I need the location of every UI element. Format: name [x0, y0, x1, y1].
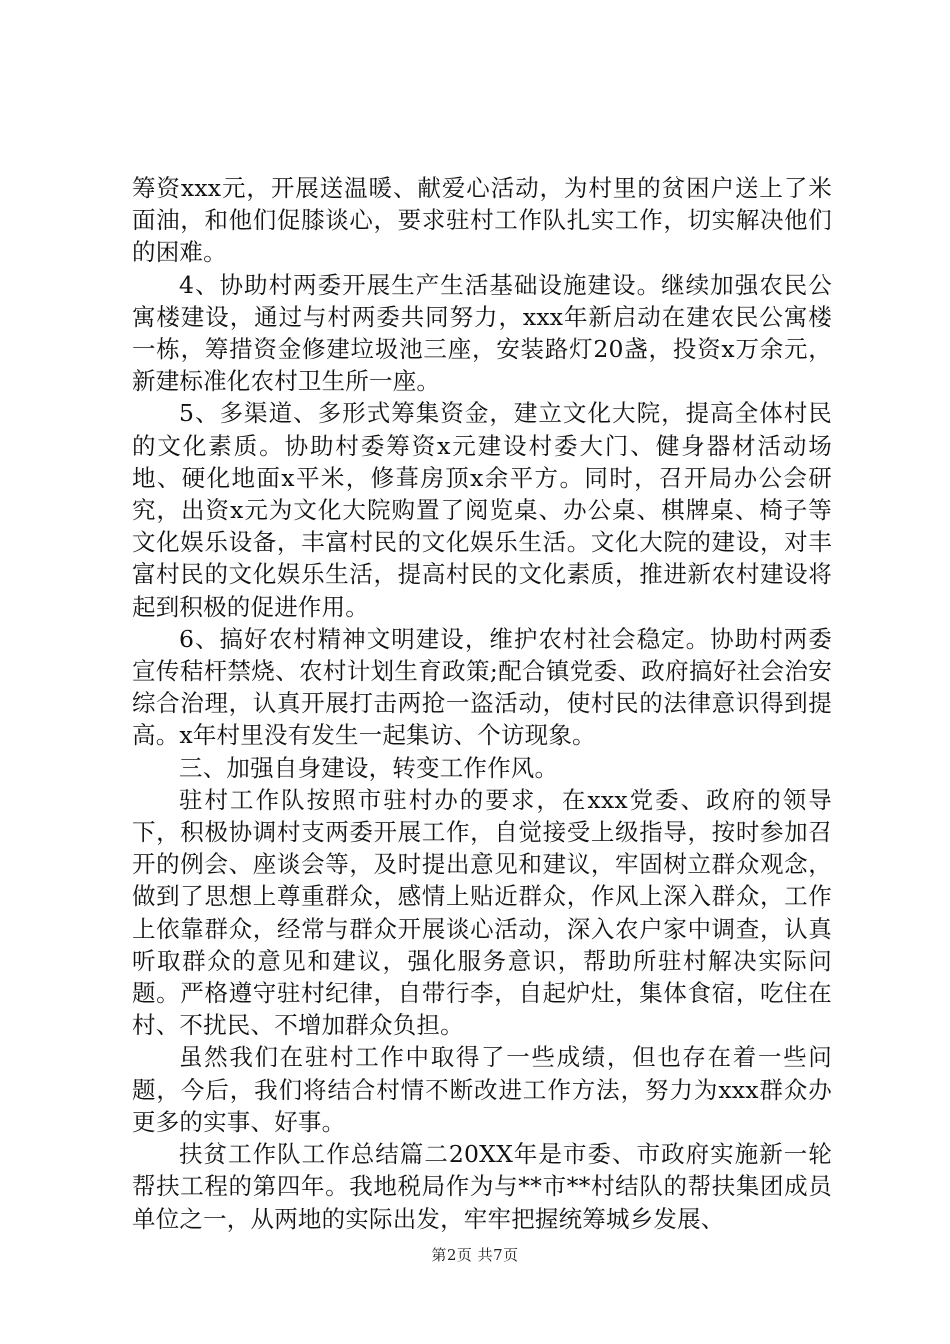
- paragraph-part-two: 扶贫工作队工作总结篇二20XX年是市委、市政府实施新一轮帮扶工程的第四年。我地税局作为与**市**村结队的帮扶集团成员单位之一，从两地的实际出发，牢牢把握统筹城乡发展、: [132, 1140, 832, 1233]
- document-body: [132, 172, 832, 1235]
- page-number-footer: 第2页 共7页: [431, 1246, 519, 1264]
- paragraph-item-5: 5、多渠道、多形式筹集资金，建立文化大院，提高全体村民的文化素质。协助村委筹资x元建设村委大门、健身器材活动场地、硬化地面x平米，修葺房顶x余平方。同时，召开局办公会研究，出资x元为文化大院购置了阅览桌、办公桌、棋牌桌、椅子等文化娱乐设备，丰富村民的文化娱乐生活。文化大院的建设，对丰富村民的文化娱乐生活，提高村民的文化素质，推进新农村建设将起到积极的促进作用。: [132, 399, 832, 621]
- paragraph-continuation: 筹资xxx元，开展送温暖、献爱心活动，为村里的贫困户送上了米面油，和他们促膝谈心，要求驻村工作队扎实工作，切实解决他们的困难。: [132, 174, 832, 267]
- section-heading-3: 三、加强自身建设，转变工作作风。: [179, 753, 559, 782]
- paragraph-conclusion: 虽然我们在驻村工作中取得了一些成绩，但也存在着一些问题，今后，我们将结合村情不断改进工作方法，努力为xxx群众办更多的实事、好事。: [132, 1043, 832, 1136]
- paragraph-self-building: 驻村工作队按照市驻村办的要求，在xxx党委、政府的领导下，积极协调村支两委开展工作，自觉接受上级指导，按时参加召开的例会、座谈会等，及时提出意见和建议，牢固树立群众观念，做到了思想上尊重群众，感情上贴近群众，作风上深入群众，工作上依靠群众，经常与群众开展谈心活动，深入农户家中调查，认真听取群众的意见和建议，强化服务意识，帮助所驻村解决实际问题。严格遵守驻村纪律，自带行李，自起炉灶，集体食宿，吃住在村、不扰民、不增加群众负担。: [132, 785, 832, 1040]
- paragraph-item-6: 6、搞好农村精神文明建设，维护农村社会稳定。协助村两委宣传秸杆禁烧、农村计划生育政策;配合镇党委、政府搞好社会治安综合治理，认真开展打击两抢一盗活动，使村民的法律意识得到提高。x年村里没有发生一起集访、个访现象。: [132, 624, 832, 750]
- paragraph-item-4: 4、协助村两委开展生产生活基础设施建设。继续加强农民公寓楼建设，通过与村两委共同努力，xxx年新启动在建农民公寓楼一栋，筹措资金修建垃圾池三座，安装路灯20盏，投资x万余元，新建标准化农村卫生所一座。: [132, 270, 832, 396]
